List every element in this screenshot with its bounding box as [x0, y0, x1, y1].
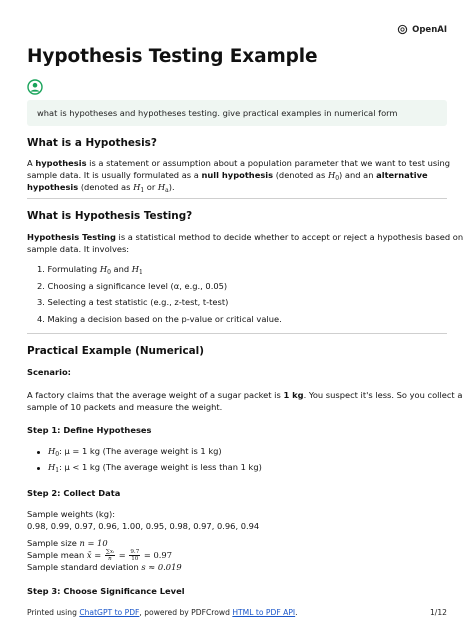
- openai-logo-icon: [397, 24, 408, 35]
- list-item: 2. Choosing a significance level (α, e.g., 0.05): [37, 281, 228, 291]
- openai-brand: [397, 24, 447, 35]
- section-heading-hypothesis: What is a Hypothesis?: [27, 137, 157, 149]
- weights-label: Sample weights (kg):: [27, 509, 116, 519]
- math-h0: $H_0$: [327, 170, 340, 182]
- section-divider: [27, 198, 447, 199]
- paragraph-line: A factory claims that the average weight of a sugar packet is 1 kg. You suspect it's less. So you collect a: [27, 390, 463, 400]
- section-heading-practical-example: Practical Example (Numerical): [27, 345, 204, 357]
- list-item: 4. Making a decision based on the p-value or critical value.: [37, 314, 282, 324]
- paragraph-line: hypothesis (denoted as $H_1$ or $H_a$).: [27, 182, 175, 194]
- print-footer: Printed using ChatGPT to PDF, powered by PDFCrowd HTML to PDF API.: [27, 608, 298, 617]
- user-avatar-icon: [27, 79, 43, 95]
- brand-name: OpenAI: [412, 24, 447, 35]
- bullet-dot: [37, 467, 40, 470]
- page-title: Hypothesis Testing Example: [27, 46, 318, 67]
- user-prompt-text: what is hypotheses and hypotheses testing. give practical examples in numerical form: [37, 108, 398, 118]
- math-ha: $H_a$: [157, 182, 169, 194]
- sample-sd-line: Sample standard deviation s ≈ 0.019: [27, 562, 182, 572]
- list-item: $H_0$: μ = 1 kg (The average weight is 1 kg): [48, 446, 222, 458]
- list-item: 1. Formulating $H_0$ and $H_1$: [37, 264, 143, 276]
- list-item: $H_1$: μ < 1 kg (The average weight is less than 1 kg): [48, 462, 262, 474]
- paragraph-line: A hypothesis is a statement or assumption about a population parameter that we want to test using: [27, 158, 450, 168]
- paragraph-line: sample of 10 packets and measure the weight.: [27, 402, 223, 412]
- html-to-pdf-api-link[interactable]: HTML to PDF API: [232, 608, 296, 617]
- math-h1: $H_1$: [133, 182, 145, 194]
- bullet-dot: [37, 451, 40, 454]
- step-1-label: Step 1: Define Hypotheses: [27, 425, 152, 435]
- scenario-label: Scenario:: [27, 367, 71, 377]
- user-prompt-box: [27, 100, 447, 126]
- page-number: 1/12: [429, 608, 447, 617]
- sample-mean-line: Sample mean x̄ = $\frac{\text{∑xᵢ}}{n}$ = $\frac{9.7}{10}$ = 0.97: [27, 549, 172, 562]
- list-item: 3. Selecting a test statistic (e.g., z-test, t-test): [37, 297, 229, 307]
- chatgpt-to-pdf-link[interactable]: ChatGPT to PDF: [79, 608, 140, 617]
- section-heading-hypothesis-testing: What is Hypothesis Testing?: [27, 210, 193, 222]
- weights-values: 0.98, 0.99, 0.97, 0.96, 1.00, 0.95, 0.98, 0.97, 0.96, 0.94: [27, 521, 260, 531]
- sample-size-line: Sample size n = 10: [27, 538, 108, 548]
- paragraph-line: Hypothesis Testing is a statistical method to decide whether to accept or reject a hypothesis based on: [27, 232, 464, 242]
- paragraph-line: sample data. It is usually formulated as a null hypothesis (denoted as $H_0$) and an alternative: [27, 170, 428, 182]
- section-divider: [27, 333, 447, 334]
- step-3-label: Step 3: Choose Significance Level: [27, 586, 185, 596]
- step-2-label: Step 2: Collect Data: [27, 488, 121, 498]
- paragraph-line: sample data. It involves:: [27, 244, 130, 254]
